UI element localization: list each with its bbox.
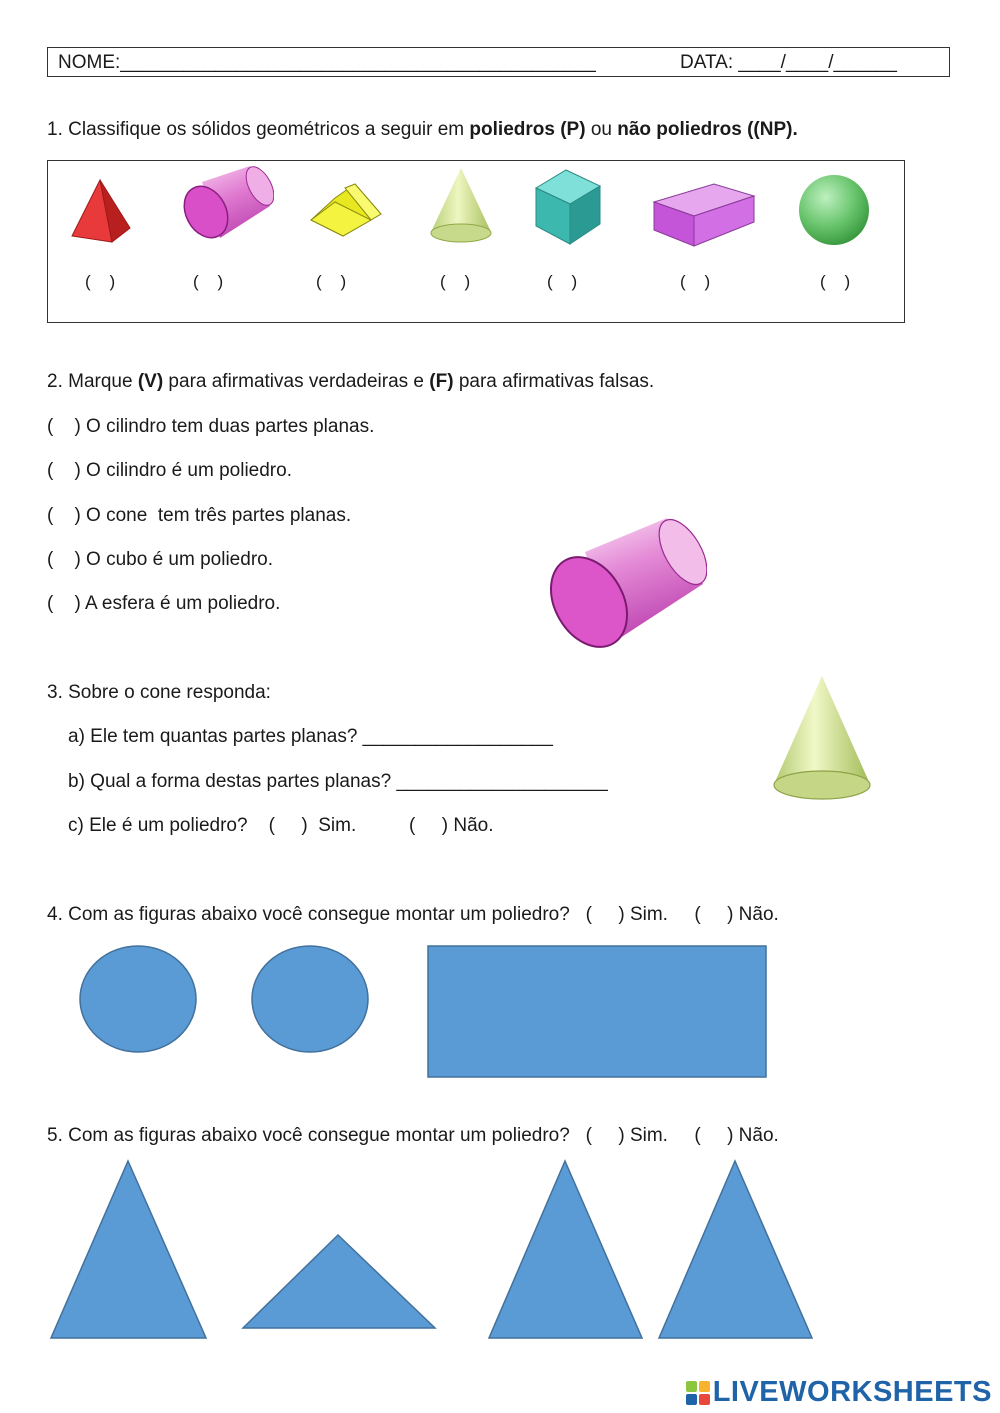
q2-bold-v: (V) <box>137 371 164 392</box>
sphere-icon <box>796 172 872 248</box>
q1-bold-poliedros: poliedros (P) <box>469 119 586 140</box>
q3-item-a[interactable]: a) Ele tem quantas partes planas? __________________ <box>68 726 553 747</box>
q1-middle: ou <box>585 119 618 140</box>
large-cone-icon <box>768 672 876 804</box>
solid-answer-cone[interactable]: ( ) <box>440 272 471 291</box>
triangle-shape-4 <box>656 1158 816 1342</box>
cube-icon <box>530 168 606 248</box>
logo-grid-icon <box>685 1380 711 1406</box>
q2-statement-5[interactable]: ( ) A esfera é um poliedro. <box>47 593 281 614</box>
q2-suffix: para afirmativas falsas. <box>453 371 655 392</box>
q4-question[interactable]: 4. Com as figuras abaixo você consegue montar um poliedro? ( ) Sim. ( ) Não. <box>47 904 779 925</box>
q3-title: 3. Sobre o cone responda: <box>47 682 271 703</box>
header-box <box>47 47 950 77</box>
solid-answer-triangular-prism[interactable]: ( ) <box>316 272 347 291</box>
cylinder-icon <box>180 162 274 246</box>
q3-item-b[interactable]: b) Qual a forma destas partes planas? ____________________ <box>68 771 608 792</box>
circle-shape-1 <box>76 943 200 1057</box>
q2-middle: para afirmativas verdadeiras e <box>163 371 430 392</box>
q3-item-c[interactable]: c) Ele é um poliedro? ( ) Sim. ( ) Não. <box>68 815 494 836</box>
q1-bold-nao-poliedros: não poliedros ((NP). <box>617 119 798 140</box>
circle-shape-2 <box>248 943 372 1057</box>
q2-title <box>47 370 654 394</box>
name-field-label[interactable]: NOME:_____________________________________________ <box>58 52 596 73</box>
q5-question[interactable]: 5. Com as figuras abaixo você consegue montar um poliedro? ( ) Sim. ( ) Não. <box>47 1125 779 1146</box>
solid-answer-cube[interactable]: ( ) <box>547 272 578 291</box>
large-cylinder-icon <box>545 512 707 658</box>
solid-answer-cylinder[interactable]: ( ) <box>193 272 224 291</box>
triangular-prism-icon <box>305 180 385 242</box>
q2-statement-1[interactable]: ( ) O cilindro tem duas partes planas. <box>47 416 375 437</box>
triangle-shape-1 <box>48 1158 210 1342</box>
q1-title <box>47 118 798 142</box>
rectangular-prism-icon <box>650 176 760 248</box>
q2-statement-4[interactable]: ( ) O cubo é um poliedro. <box>47 549 273 570</box>
solid-answer-pyramid[interactable]: ( ) <box>85 272 116 291</box>
cone-icon <box>425 166 497 246</box>
triangle-shape-3 <box>486 1158 646 1342</box>
q2-prefix: 2. Marque <box>47 371 138 392</box>
solid-answer-sphere[interactable]: ( ) <box>820 272 851 291</box>
q1-prefix: 1. Classifique os sólidos geométricos a seguir em <box>47 119 470 140</box>
triangle-shape-2 <box>240 1232 438 1332</box>
rectangle-shape <box>426 944 770 1080</box>
liveworksheets-logo <box>685 1376 992 1409</box>
q2-statement-3[interactable]: ( ) O cone tem três partes planas. <box>47 505 352 526</box>
pyramid-icon <box>66 176 136 244</box>
solid-answer-rectangular-prism[interactable]: ( ) <box>680 272 711 291</box>
q2-statement-2[interactable]: ( ) O cilindro é um poliedro. <box>47 460 292 481</box>
brand-text: LIVEWORKSHEETS <box>712 1376 992 1408</box>
q2-bold-f: (F) <box>429 371 454 392</box>
date-field-label[interactable]: DATA: ____/____/______ <box>680 52 897 73</box>
